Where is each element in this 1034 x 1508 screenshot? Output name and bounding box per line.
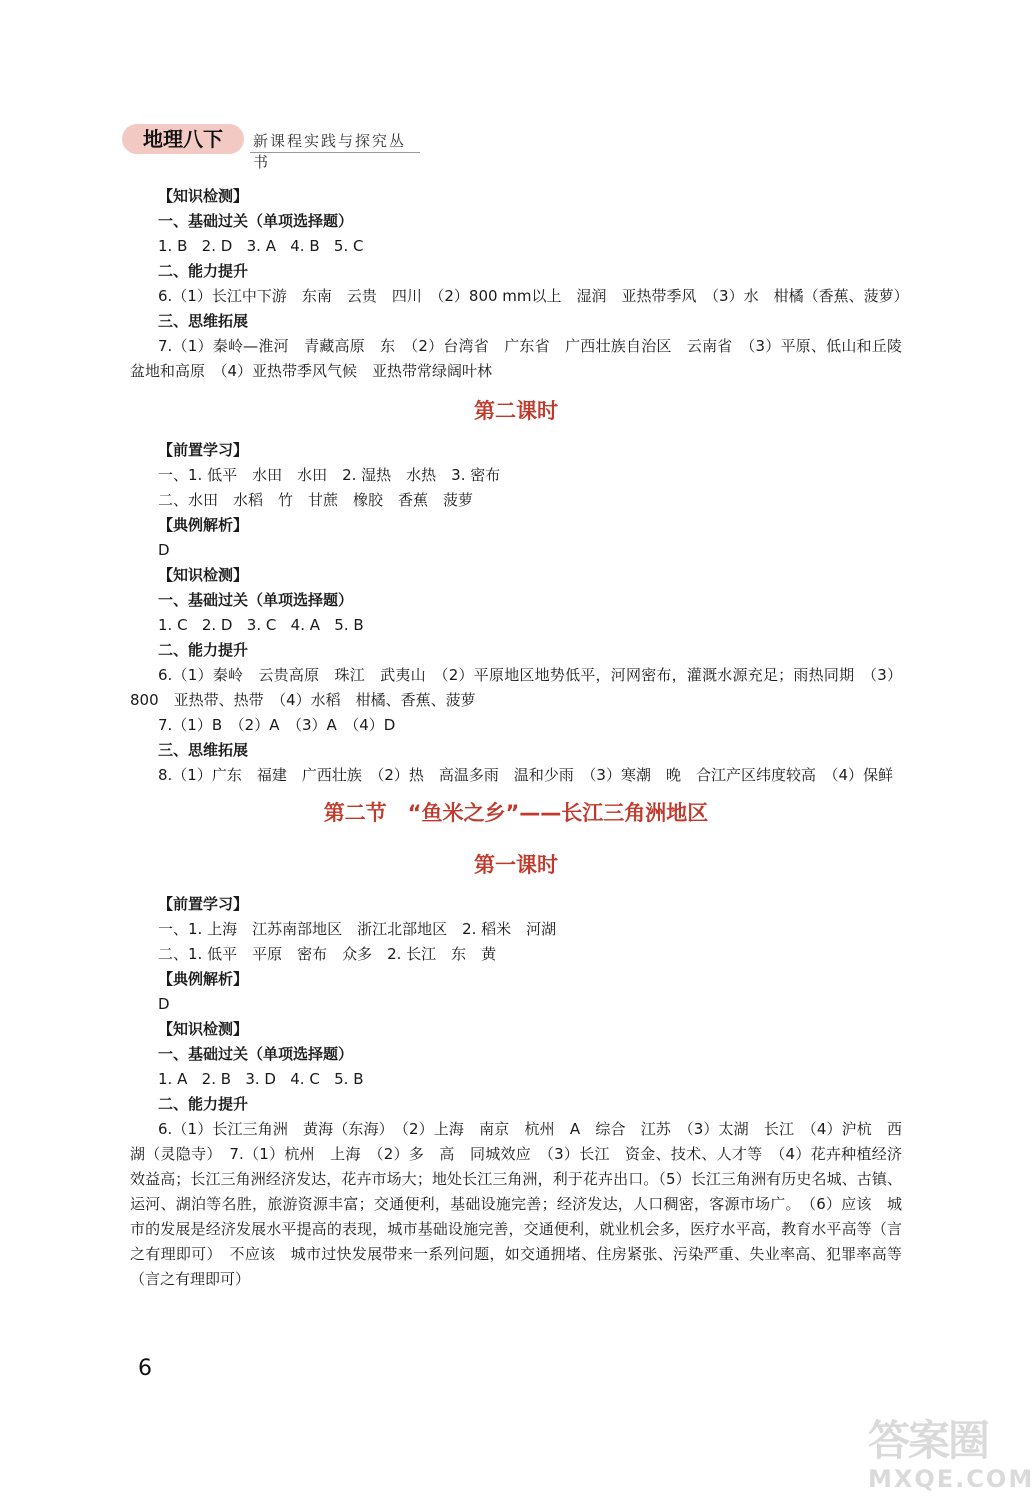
watermark-text: 答案圈 [868, 1416, 989, 1465]
page-header [122, 124, 422, 171]
answers-jichu: 1. C 2. D 3. C 4. A 5. B [158, 616, 364, 634]
answer-q7: 7.（1）秦岭—淮河 青藏高原 东 （2）台湾省 广东省 广西壮族自治区 云南省 （3）平原、低山和丘陵 盆地和高原 （4）亚热带季风气候 亚热带常绿阔叶林 [130, 337, 918, 380]
answer-dianli: D [158, 541, 170, 559]
heading-nengli-tisheng: 二、能力提升 [158, 262, 249, 280]
heading-nengli-tisheng: 二、能力提升 [158, 1095, 249, 1113]
heading-zhishi-jiance: 【知识检测】 [158, 1020, 249, 1038]
answer-q6: 6.（1）长江中下游 东南 云贵 四川 （2）800 mm以上 湿润 亚热带季风 （3）水 柑橘（香蕉、菠萝） [158, 287, 909, 305]
heading-jichu-guoguan: 一、基础过关（单项选择题） [158, 591, 354, 609]
subject-badge: 地理八下 [122, 124, 244, 154]
answer-qianzhi-1: 一、1. 上海 江苏南部地区 浙江北部地区 2. 稻米 河湖 [158, 920, 557, 938]
answers-jichu: 1. A 2. B 3. D 4. C 5. B [158, 1070, 364, 1088]
heading-siwei-tuozhan: 三、思维拓展 [158, 312, 249, 330]
heading-qianzhi-xuexi: 【前置学习】 [158, 441, 249, 459]
answers-jichu: 1. B 2. D 3. A 4. B 5. C [158, 237, 364, 255]
lesson-title-1: 第一课时 [474, 853, 558, 877]
section-title: 第二节 “鱼米之乡”——长江三角洲地区 [323, 801, 709, 825]
answer-qianzhi-1: 一、1. 低平 水田 水田 2. 湿热 水热 3. 密布 [158, 466, 501, 484]
answer-q6-q7: 6.（1）长江三角洲 黄海（东海） （2）上海 南京 杭州 A 综合 江苏 （3）太湖 长江 （4）沪杭 西湖（灵隐寺） 7.（1）杭州 上海 （2）多 高 同城效应 （3）长江 资金、技术、人才等 （4）花卉种植经济效益高；长江三角洲经济发达，花卉市场大；地处长江三角洲，利于花卉出口。（5）长江三角洲有历史名城、古镇、运河、湖泊等名胜，旅游资源丰富；交通便利，基础设施完善；经济发达，人口稠密，客源市场广。 （6）应该 城市的发展是经济发展水平提高的表现，城市基础设施完善，交通便利，就业机会多，医疗水平高，教育水平高等（言之有理即可） 不应该 城市过快发展带来一系列问题，如交通拥堵、住房紧张、污染严重、失业率高、犯罪率高等（言之有理即可） [130, 1120, 902, 1288]
answer-dianli: D [158, 995, 170, 1013]
series-underline [250, 152, 420, 153]
heading-qianzhi-xuexi: 【前置学习】 [158, 895, 249, 913]
answer-qianzhi-2: 二、1. 低平 平原 密布 众多 2. 长江 东 黄 [158, 945, 497, 963]
heading-nengli-tisheng: 二、能力提升 [158, 641, 249, 659]
heading-dianli-jiexi: 【典例解析】 [158, 516, 249, 534]
heading-jichu-guoguan: 一、基础过关（单项选择题） [158, 212, 354, 230]
heading-dianli-jiexi: 【典例解析】 [158, 970, 249, 988]
answer-q8: 8.（1）广东 福建 广西壮族 （2）热 高温多雨 温和少雨 （3）寒潮 晚 合江产区纬度较高 （4）保鲜 [158, 766, 893, 784]
watermark-url: MXQE.COM [868, 1465, 1034, 1493]
lesson-title-2: 第二课时 [474, 399, 558, 423]
watermark-logo [868, 1416, 1034, 1504]
answer-qianzhi-2: 二、水田 水稻 竹 甘蔗 橡胶 香蕉 菠萝 [158, 491, 474, 509]
series-title: 新课程实践与探究丛书 [253, 132, 407, 171]
answer-q7: 7.（1）B （2）A （3）A （4）D [158, 716, 396, 734]
heading-jichu-guoguan: 一、基础过关（单项选择题） [158, 1045, 354, 1063]
page-number: 6 [138, 1356, 152, 1381]
page-content [130, 184, 918, 1292]
heading-zhishi-jiance: 【知识检测】 [158, 187, 249, 205]
heading-siwei-tuozhan: 三、思维拓展 [158, 741, 249, 759]
answer-q6: 6.（1）秦岭 云贵高原 珠江 武夷山 （2）平原地区地势低平，河网密布，灌溉水源充足；雨热同期 （3）800 亚热带、热带 （4）水稻 柑橘、香蕉、菠萝 [130, 666, 902, 709]
heading-zhishi-jiance: 【知识检测】 [158, 566, 249, 584]
